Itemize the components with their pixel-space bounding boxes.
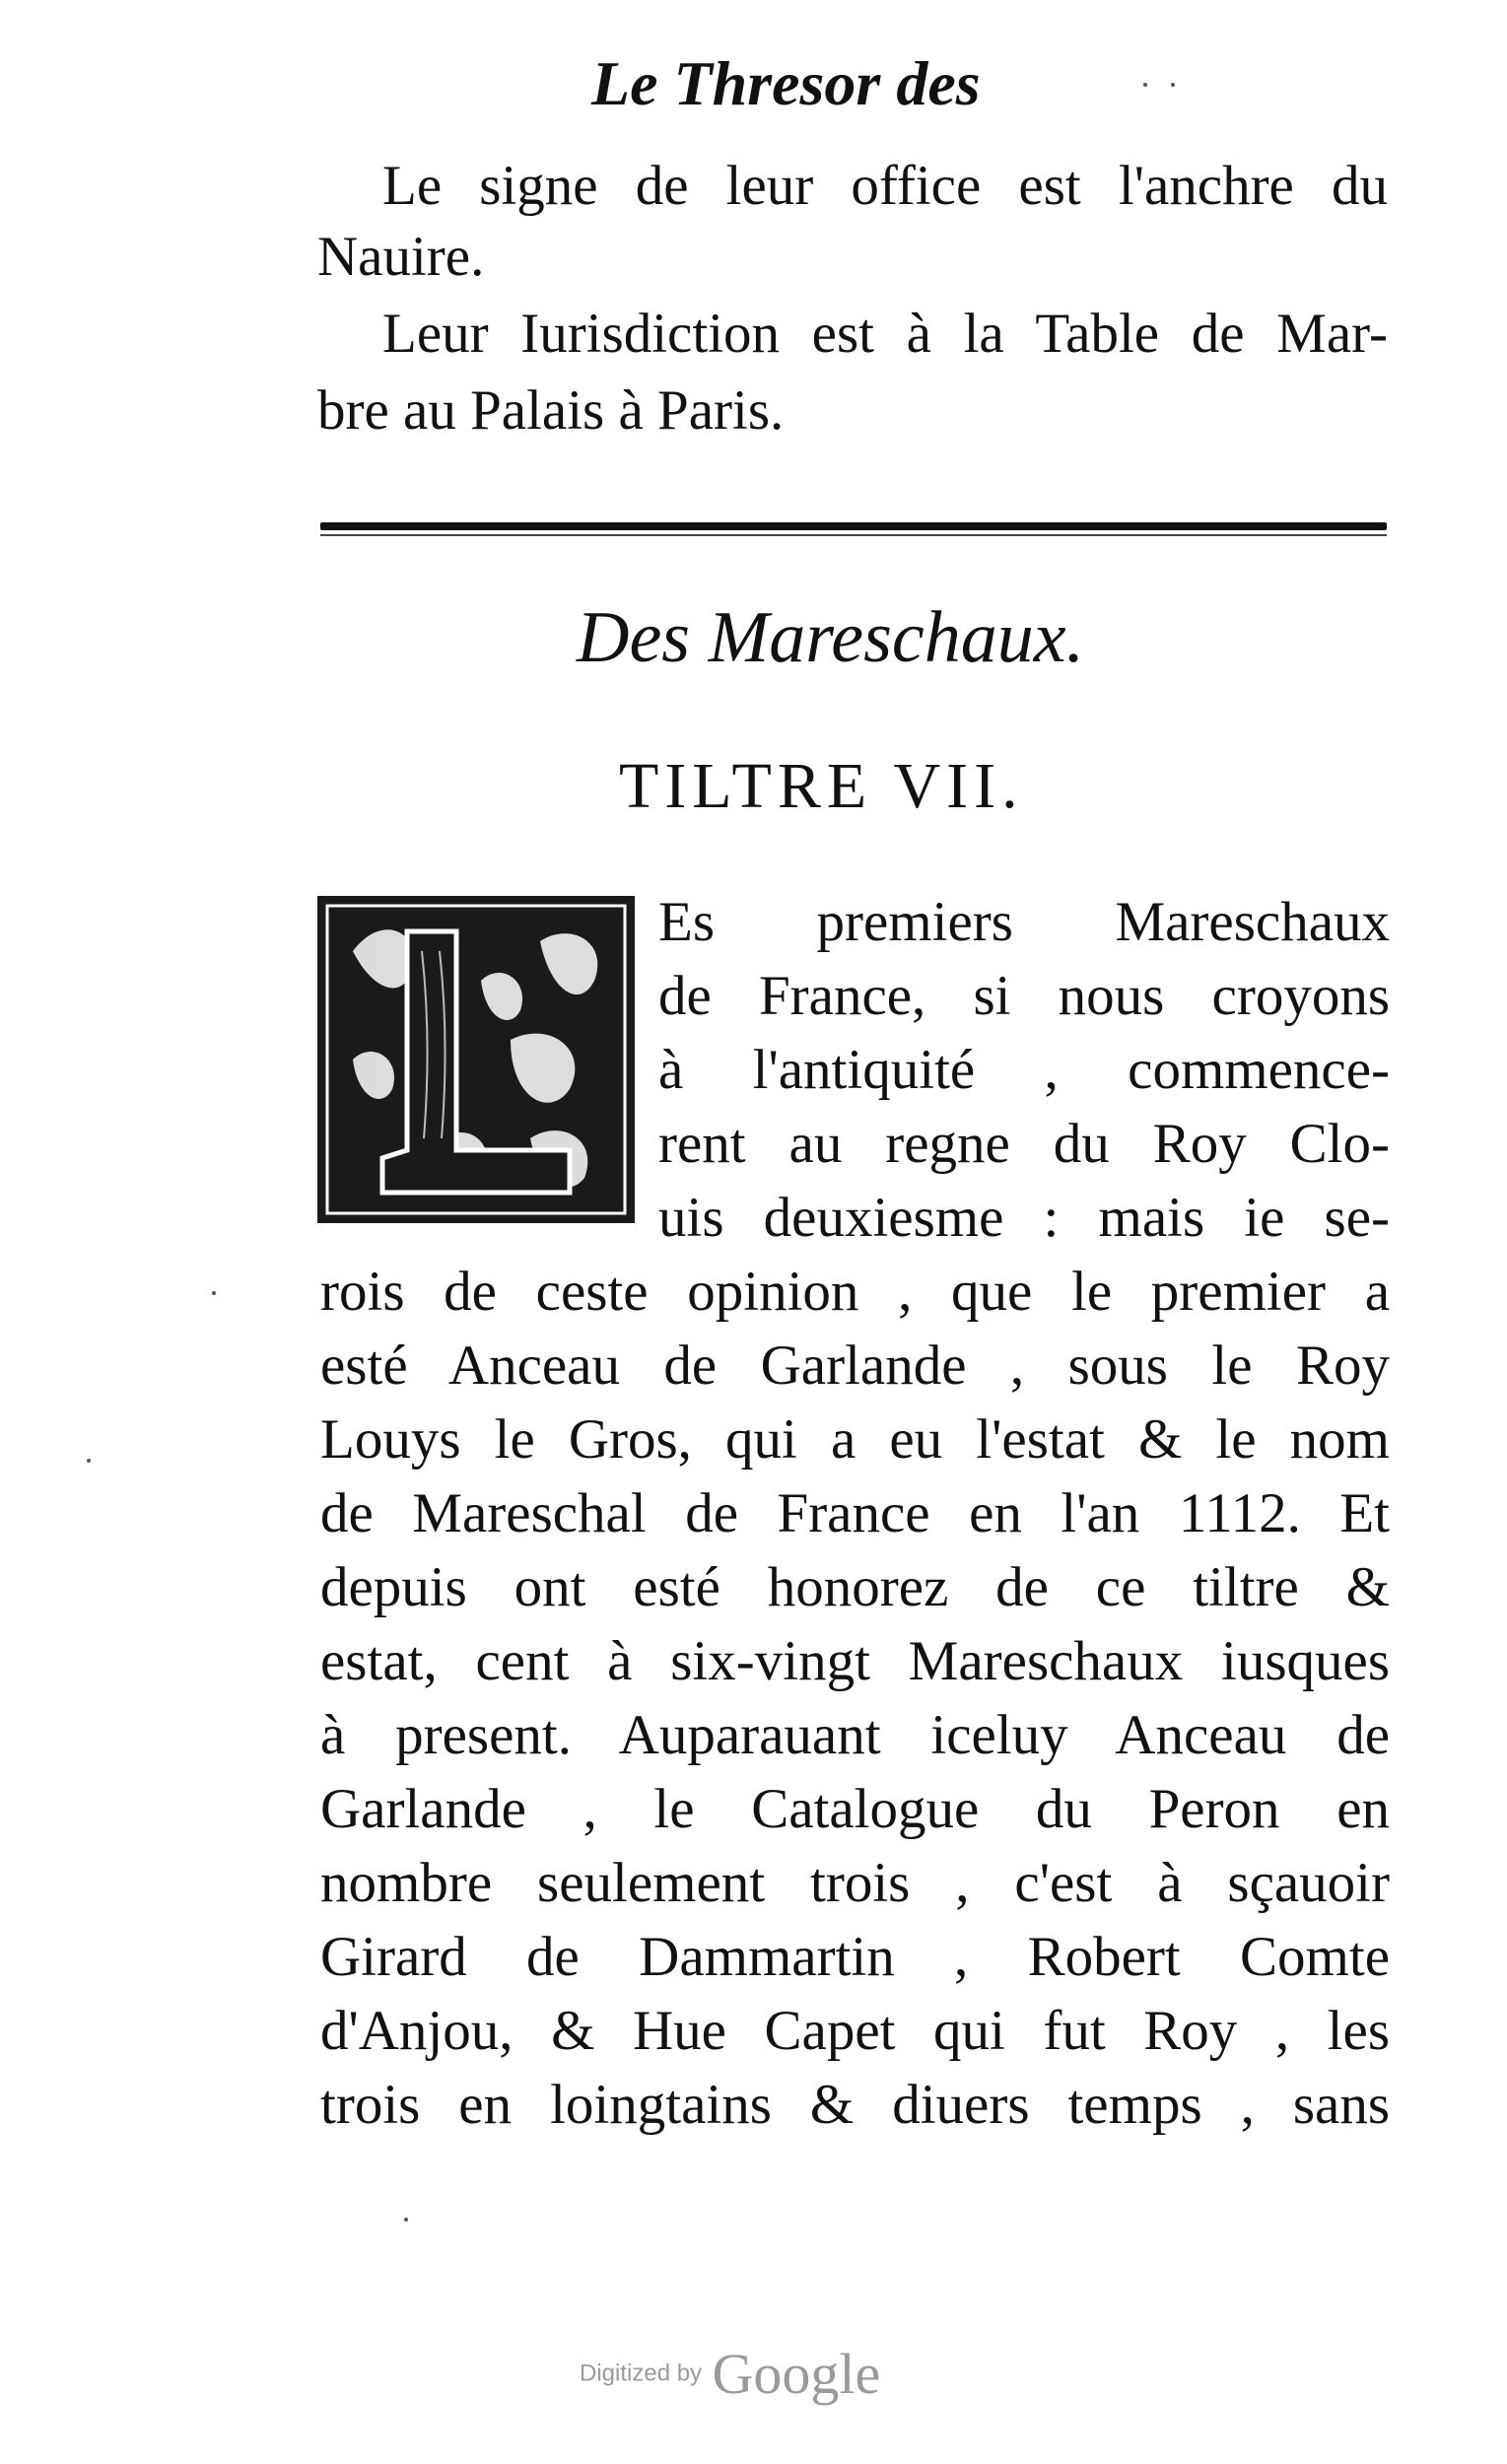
chapter-title: TILTRE VII. <box>619 750 1024 822</box>
google-logo: Google <box>712 2342 881 2406</box>
horizontal-rule-thin <box>320 534 1387 536</box>
body-line: nombre seulement trois , c'est à sçauoir <box>320 1852 1390 1914</box>
section-title: Des Mareschaux. <box>577 597 1085 678</box>
body-line: à present. Auparauant iceluy Anceau de <box>320 1704 1390 1766</box>
paragraph-line: Le signe de leur office est l'anchre du <box>382 155 1388 217</box>
body-line: estat, cent à six-vingt Mareschaux iusques <box>320 1630 1390 1692</box>
body-line: d'Anjou, & Hue Capet qui fut Roy , les <box>320 2000 1390 2062</box>
scan-speck <box>1143 83 1147 87</box>
body-line: trois en loingtains & diuers temps , sans <box>320 2074 1390 2136</box>
paragraph-line: Nauire. <box>317 226 485 288</box>
horizontal-rule <box>320 522 1387 530</box>
body-line: de France, si nous croyons <box>658 965 1390 1027</box>
body-line: de Mareschal de France en l'an 1112. Et <box>320 1482 1390 1544</box>
body-line: rent au regne du Roy Clo- <box>658 1113 1390 1175</box>
digitized-label: Digitized by <box>580 2360 703 2387</box>
body-line: Garlande , le Catalogue du Peron en <box>320 1778 1390 1840</box>
body-line: uis deuxiesme : mais ie se- <box>658 1187 1390 1249</box>
scan-speck <box>212 1291 216 1295</box>
body-line: esté Anceau de Garlande , sous le Roy <box>320 1335 1390 1397</box>
paragraph-line: bre au Palais à Paris. <box>317 379 785 442</box>
scan-speck <box>1171 83 1175 87</box>
scan-speck <box>404 2218 408 2222</box>
paragraph-line: Leur Iurisdiction est à la Table de Mar- <box>382 303 1388 365</box>
running-head: Le Thresor des <box>591 48 981 118</box>
body-line: Louys le Gros, qui a eu l'estat & le nom <box>320 1408 1390 1471</box>
body-line: Es premiers Mareschaux <box>658 891 1390 953</box>
body-line: rois de ceste opinion , que le premier a <box>320 1261 1390 1323</box>
digitized-footer <box>580 2341 880 2407</box>
body-line: à l'antiquité , commence- <box>658 1039 1390 1101</box>
body-line: Girard de Dammartin , Robert Comte <box>320 1926 1390 1988</box>
scan-speck <box>87 1459 91 1463</box>
body-line: depuis ont esté honorez de ce tiltre & <box>320 1556 1390 1618</box>
